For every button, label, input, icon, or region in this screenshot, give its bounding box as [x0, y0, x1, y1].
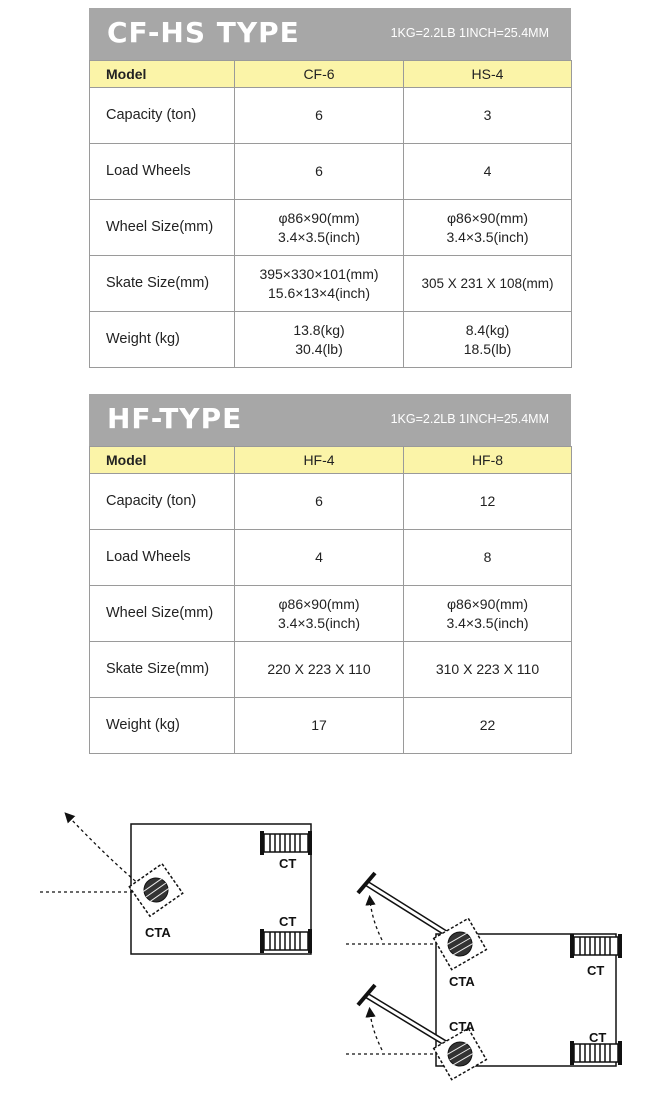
- cf-hs-spec-block: [89, 8, 571, 368]
- cell-line: 30.4(lb): [295, 340, 343, 357]
- cell-line: φ86×90(mm): [278, 595, 360, 612]
- table-cell: [235, 200, 404, 256]
- cell-line: 3.4×3.5(inch): [277, 614, 361, 631]
- table-row: [90, 474, 572, 530]
- cf-hs-units: 1KG=2.2LB 1INCH=25.4MM: [390, 26, 549, 40]
- table-row: [90, 144, 572, 200]
- table-cell: [235, 312, 404, 368]
- table-row: [90, 698, 572, 754]
- table-row: [90, 530, 572, 586]
- row-label: Weight (kg): [90, 698, 235, 754]
- row-label: Weight (kg): [90, 312, 235, 368]
- cell-line: 3.4×3.5(inch): [446, 228, 529, 245]
- table-cell: [235, 256, 404, 312]
- cf-hs-table: [89, 60, 572, 368]
- cell-line: 18.5(lb): [463, 340, 512, 357]
- table-cell: 12: [404, 474, 572, 530]
- table-cell: [404, 586, 572, 642]
- right-load-diagram: [346, 873, 622, 1080]
- row-label: Load Wheels: [90, 530, 235, 586]
- model-cf-6: CF-6: [235, 61, 404, 88]
- table-cell: 4: [404, 144, 572, 200]
- table-row: [90, 200, 572, 256]
- table-cell: 6: [235, 474, 404, 530]
- table-cell: 6: [235, 144, 404, 200]
- cell-line: 15.6×13×4(inch): [268, 284, 370, 301]
- model-label: Model: [90, 447, 235, 474]
- row-label: Skate Size(mm): [90, 642, 235, 698]
- cell-line: φ86×90(mm): [446, 209, 529, 226]
- usage-diagram: [0, 780, 660, 1100]
- hf-spec-block: [89, 394, 571, 754]
- table-cell: [235, 586, 404, 642]
- table-cell: 8: [404, 530, 572, 586]
- hf-units: 1KG=2.2LB 1INCH=25.4MM: [390, 412, 549, 426]
- row-label: Wheel Size(mm): [90, 200, 235, 256]
- hf-table: [89, 446, 572, 754]
- cell-line: φ86×90(mm): [278, 209, 360, 226]
- model-label: Model: [90, 61, 235, 88]
- cf-hs-header: [89, 8, 571, 60]
- table-row: [90, 447, 572, 474]
- table-cell: 6: [235, 88, 404, 144]
- table-row: [90, 642, 572, 698]
- hf-title: HF-TYPE: [107, 402, 243, 435]
- table-row: [90, 256, 572, 312]
- hf-header: [89, 394, 571, 446]
- cell-line: φ86×90(mm): [446, 595, 529, 612]
- cta-label: CTA: [449, 1019, 475, 1034]
- cell-line: 395×330×101(mm): [259, 265, 379, 282]
- cell-line: 8.4(kg): [465, 321, 510, 338]
- ct-label: CT: [589, 1030, 607, 1045]
- model-hf-4: HF-4: [235, 447, 404, 474]
- table-cell: 3: [404, 88, 572, 144]
- table-row: [90, 586, 572, 642]
- table-row: [90, 312, 572, 368]
- table-cell: 22: [404, 698, 572, 754]
- table-cell: 17: [235, 698, 404, 754]
- table-cell: [404, 200, 572, 256]
- model-hs-4: HS-4: [404, 61, 572, 88]
- table-row: [90, 88, 572, 144]
- cell-line: 3.4×3.5(inch): [277, 228, 361, 245]
- table-cell: 310 X 223 X 110: [404, 642, 572, 698]
- row-label: Capacity (ton): [90, 88, 235, 144]
- cell-line: 3.4×3.5(inch): [446, 614, 529, 631]
- cf-hs-title: CF-HS TYPE: [107, 16, 300, 49]
- table-cell: 305 X 231 X 108(mm): [404, 256, 572, 312]
- ct-label: CT: [587, 963, 605, 978]
- table-cell: 220 X 223 X 110: [235, 642, 404, 698]
- cell-line: 13.8(kg): [293, 321, 345, 338]
- table-cell: 4: [235, 530, 404, 586]
- row-label: Capacity (ton): [90, 474, 235, 530]
- ct-label: CT: [279, 856, 297, 871]
- table-row: [90, 61, 572, 88]
- cta-label: CTA: [449, 974, 475, 989]
- ct-label: CT: [279, 914, 297, 929]
- left-load-diagram: [40, 816, 312, 954]
- row-label: Wheel Size(mm): [90, 586, 235, 642]
- model-hf-8: HF-8: [404, 447, 572, 474]
- row-label: Skate Size(mm): [90, 256, 235, 312]
- row-label: Load Wheels: [90, 144, 235, 200]
- cta-label: CTA: [145, 925, 171, 940]
- table-cell: [404, 312, 572, 368]
